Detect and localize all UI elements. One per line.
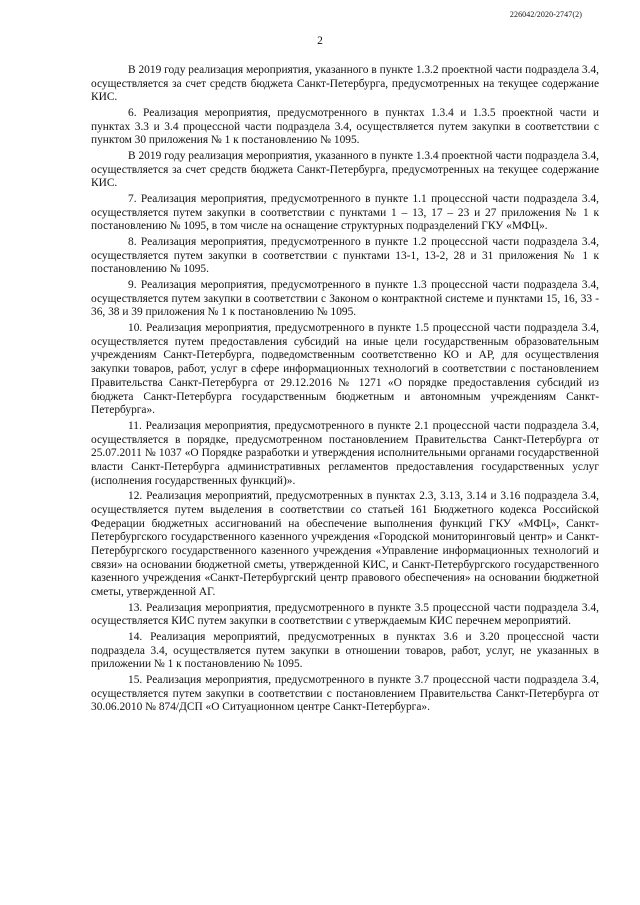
- document-body: [91, 64, 599, 717]
- paragraph: 14. Реализация мероприятий, предусмотренных в пунктах 3.6 и 3.20 процессной части подраздела 3.4, осуществляется путем закупки в отношении товаров, работ, услуг, не указанных в приложении № 1 к постановлению № 1095.: [91, 631, 599, 671]
- paragraph: 13. Реализация мероприятия, предусмотренного в пункте 3.5 процессной части подраздела 3.4, осуществляется КИС путем закупки в соответствии с утверждаемым КИС перечнем мероприятий.: [91, 601, 599, 628]
- paragraph: 11. Реализация мероприятия, предусмотренного в пункте 2.1 процессной части подраздела 3.4, осуществляется в порядке, предусмотренном постановлением Правительства Санкт-Петербурга от 25.07.2011 № 1037 «О Порядке разработки и утверждения исполнительными органами государственной власти Санкт-Петербурга административных регламентов предоставления государственных услуг (исполнения государственных функций)».: [91, 419, 599, 487]
- paragraph: 10. Реализация мероприятия, предусмотренного в пункте 1.5 процессной части подраздела 3.4, осуществляется путем предоставления субсидий на иные цели государственным образовательным учреждениям Санкт-Петербурга, подведомственным соответственно КО и АР, для осуществления закупки товаров, работ, услуг в сфере информационных технологий в соответствии с постановлением Правительства Санкт-Петербурга от 29.12.2016 № 1271 «О порядке предоставления субсидий из бюджета Санкт-Петербурга государственным бюджетным и автономным учреждениям Санкт-Петербурга».: [91, 322, 599, 417]
- paragraph: 6. Реализация мероприятия, предусмотренного в пунктах 1.3.4 и 1.3.5 проектной части и пунктах 3.3 и 3.4 процессной части подраздела 3.4, осуществляется путем закупки в соответствии с пунктом 30 приложения № 1 к постановлению № 1095.: [91, 107, 599, 147]
- document-id: 226042/2020-2747(2): [509, 10, 582, 19]
- paragraph: 9. Реализация мероприятия, предусмотренного в пункте 1.3 процессной части подраздела 3.4, осуществляется путем закупки в соответствии с Законом о контрактной системе и пунктами 15, 16, 33 - 36, 38 и 39 приложения № 1 к постановлению № 1095.: [91, 279, 599, 319]
- paragraph: В 2019 году реализация мероприятия, указанного в пункте 1.3.4 проектной части подраздела 3.4, осуществляется за счет средств бюджета Санкт-Петербурга, предусмотренных на текущее содержание КИС.: [91, 150, 599, 190]
- paragraph: 8. Реализация мероприятия, предусмотренного в пункте 1.2 процессной части подраздела 3.4, осуществляется путем закупки в соответствии с пунктами 13-1, 13-2, 28 и 31 приложения № 1 к постановлению № 1095.: [91, 236, 599, 276]
- paragraph: 15. Реализация мероприятия, предусмотренного в пункте 3.7 процессной части подраздела 3.4, осуществляется путем закупки в соответствии с постановлением Правительства Санкт-Петербурга от 30.06.2010 № 874/ДСП «О Ситуационном центре Санкт-Петербурга».: [91, 674, 599, 714]
- paragraph: В 2019 году реализация мероприятия, указанного в пункте 1.3.2 проектной части подраздела 3.4, осуществляется за счет средств бюджета Санкт-Петербурга, предусмотренных на текущее содержание КИС.: [91, 64, 599, 104]
- paragraph: 12. Реализация мероприятий, предусмотренных в пунктах 2.3, 3.13, 3.14 и 3.16 подраздела 3.4, осуществляется путем выделения в соответствии со статьей 161 Бюджетного кодекса Российской Федерации бюджетных ассигнований на обеспечение выполнения функций ГКУ «МФЦ», Санкт-Петербургского государственного казенного учреждения «Городской мониторинговый центр» и Санкт-Петербургского государственного казенного учреждения «Управление информационных технологий и связи» на основании бюджетной сметы, утвержденной КИС, и Санкт-Петербургского государственного казенного учреждения «Санкт-Петербургский центр правового обеспечения» на основании бюджетной сметы, утвержденной АГ.: [91, 490, 599, 599]
- paragraph: 7. Реализация мероприятия, предусмотренного в пункте 1.1 процессной части подраздела 3.4, осуществляется путем закупки в соответствии с пунктами 1 – 13, 17 – 23 и 27 приложения № 1 к постановлению № 1095, в том числе на оснащение структурных подразделений ГКУ «МФЦ».: [91, 193, 599, 233]
- page-number: 2: [317, 35, 323, 47]
